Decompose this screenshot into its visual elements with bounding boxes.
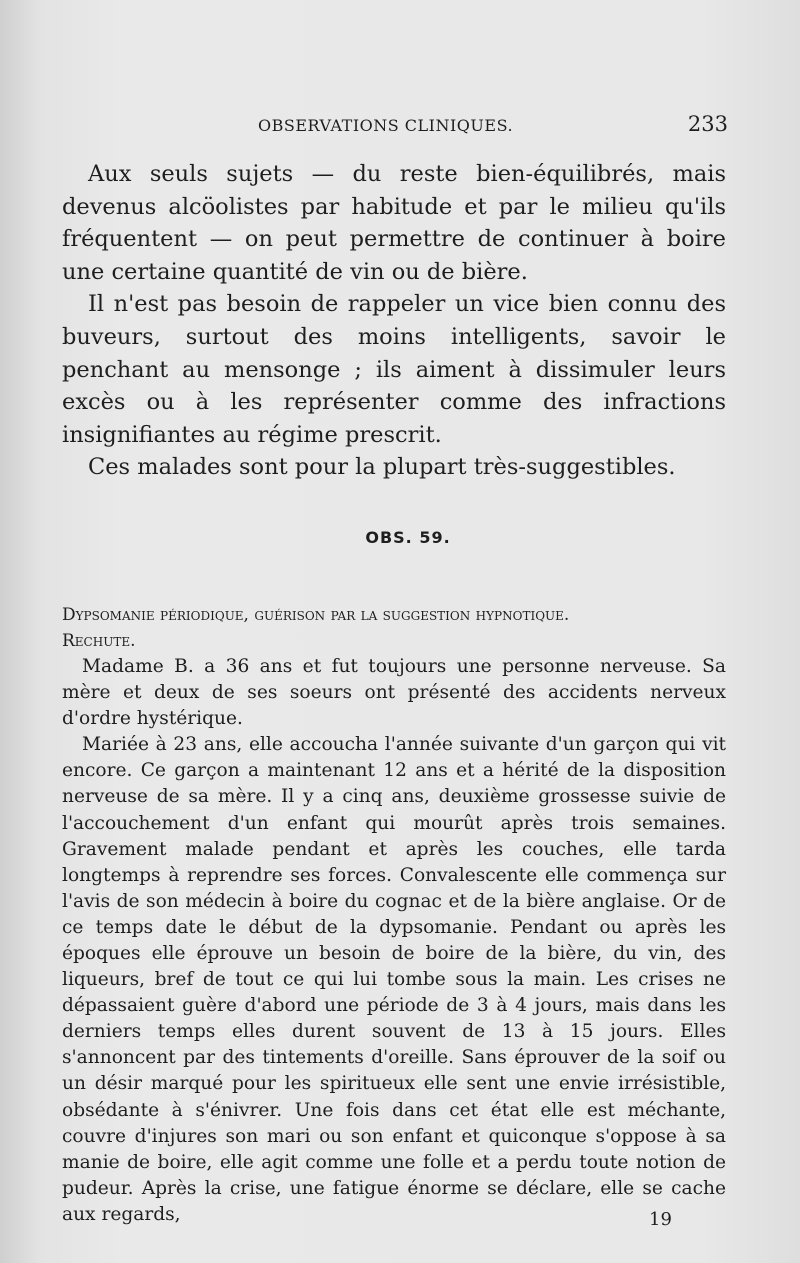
page-number: 233 xyxy=(687,112,728,136)
running-title: OBSERVATIONS CLINIQUES. xyxy=(258,116,514,135)
observation-title-line: Rechute. xyxy=(62,630,136,651)
paragraph: Ces malades sont pour la plupart très-suggestibles. xyxy=(88,454,676,481)
observation-title-line: Dypsomanie périodique, guérison par la suggestion hypnotique. xyxy=(62,604,570,625)
observation-heading: OBS. 59. xyxy=(365,527,451,547)
paragraph: Madame B. a 36 ans et fut toujours une personne nerveuse. Sa mère et deux de ses soeurs ont présenté des accidents nerveux d'ordre hystérique. xyxy=(62,655,726,730)
paragraph: Il n'est pas besoin de rappeler un vice bien connu des buveurs, surtout des moins intelligents, savoir le penchant au mensonge ; ils aiment à dissimuler leurs excès ou à les représenter comme des infractions insignifiantes au régime prescrit. xyxy=(62,291,726,448)
observation-section xyxy=(62,654,726,1228)
intro-section xyxy=(62,158,726,484)
page-header xyxy=(258,112,728,136)
paragraph: Aux seuls sujets — du reste bien-équilibrés, mais devenus alcöolistes par habitude et par le milieu qu'ils fréquentent — on peut permettre de continuer à boire une certaine quantité de vin ou de bière. xyxy=(62,161,726,285)
paragraph: Mariée à 23 ans, elle accoucha l'année suivante d'un garçon qui vit encore. Ce garçon a maintenant 12 ans et a hérité de la disposition nerveuse de sa mère. Il y a cinq ans, deuxième grossesse suivie de l'accouchement d'un enfant qui mourût après trois semaines. Gravement malade pendant et après les couches, elle tarda longtemps à reprendre ses forces. Convalescente elle commença sur l'avis de son médecin à boire du cognac et de la bière anglaise. Or de ce temps date le début de la dypsomanie. Pendant ou après les époques elle éprouve un besoin de boire de la bière, du vin, des liqueurs, bref de tout ce qui lui tombe sous la main. Les crises ne dépassaient guère d'abord une période de 3 à 4 jours, mais dans les derniers temps elles durent souvent de 13 à 15 jours. Elles s'annoncent par des tintements d'oreille. Sans éprouver de la soif ou un désir marqué pour les spiritueux elle sent une envie irrésistible, obsédante à s'énivrer. Une fois dans cet état elle est méchante, couvre d'injures son mari ou son enfant et quiconque s'oppose à sa manie de boire, elle agit comme une folle et a perdu toute notion de pudeur. Après la crise, une fatigue énorme se déclare, elle se cache aux regards, xyxy=(62,734,726,1225)
body-text xyxy=(62,158,726,1228)
signature-mark: 19 xyxy=(649,1209,672,1230)
observation-title xyxy=(62,602,726,654)
